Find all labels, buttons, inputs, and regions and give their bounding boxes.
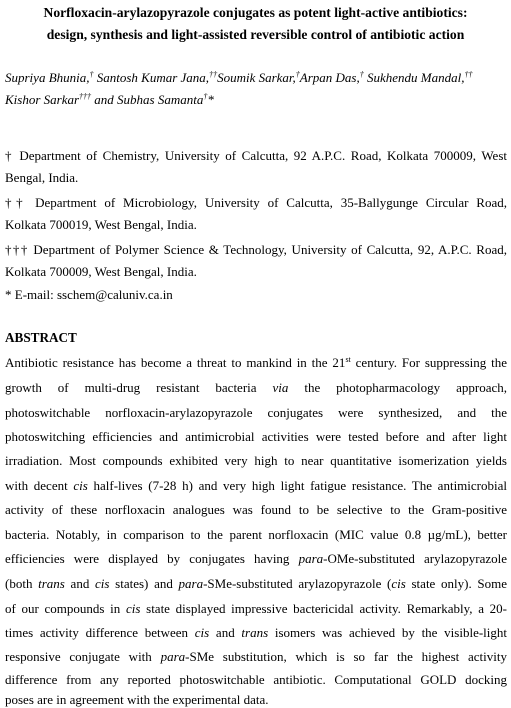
author-name: Supriya Bhunia, [5, 70, 90, 85]
author-name: and Subhas Samanta [91, 92, 204, 107]
corresponding-author-mark: * [207, 92, 214, 107]
abstract-line: activity of these norfloxacin analogues was found to be selective to the Gram-positive [5, 502, 507, 517]
author-name: Sukhendu Mandal, [363, 70, 465, 85]
affiliation-1-line-2: Bengal, India. [5, 170, 79, 185]
abstract-line: photoswitchable norfloxacin-arylazopyrazole conjugates were synthesized, and the [5, 405, 507, 420]
abstract-line: Antibiotic resistance has become a threat to mankind in the 21st century. For suppressing the [5, 355, 507, 370]
abstract-line: of our compounds in cis state displayed impressive bactericidal activity. Remarkably, a 20- [5, 601, 507, 616]
affiliation-mark: † [359, 70, 364, 79]
paper-title-line-2: design, synthesis and light-assisted reversible control of antibiotic action [46, 27, 465, 42]
abstract-line-last: poses are in agreement with the experimental data. [5, 692, 269, 707]
affiliation-mark: † [203, 92, 208, 101]
affiliation-mark: † [295, 70, 300, 79]
affiliation-3-line-2: Kolkata 700009, West Bengal, India. [5, 264, 197, 279]
affiliation-2-line-2: Kolkata 700019, West Bengal, India. [5, 217, 197, 232]
affiliation-mark: ††† [79, 92, 92, 101]
abstract-line: responsive conjugate with para-SMe substitution, which is so far the highest activity [5, 649, 507, 664]
author-name: Soumik Sarkar, [217, 70, 296, 85]
abstract-line: times activity difference between cis and trans isomers was achieved by the visible-light [5, 625, 507, 640]
author-list-line-2 [5, 92, 214, 108]
author-list-line-1 [5, 70, 472, 86]
affiliation-3-line-1: ††† Department of Polymer Science & Technology, University of Calcutta, 92, A.P.C. Road, [5, 242, 507, 257]
abstract-line: irradiation. Most compounds exhibited very high to near quantitative isomerization yields [5, 453, 507, 468]
affiliation-mark: †† [464, 70, 473, 79]
abstract-line: bacteria. Notably, in comparison to the parent norfloxacin (MIC value 0.8 µg/mL), better [5, 527, 507, 542]
author-name: Kishor Sarkar [5, 92, 80, 107]
affiliation-mark: †† [209, 70, 218, 79]
abstract-line: difference from any reported photoswitchable antibiotic. Computational GOLD docking [5, 672, 507, 687]
abstract-line: photoswitching efficiencies and antimicrobial activities were tested before and after light [5, 429, 507, 444]
affiliation-mark: † [89, 70, 94, 79]
corresponding-email: * E-mail: sschem@caluniv.ca.in [5, 287, 173, 302]
affiliation-1-line-1: † Department of Chemistry, University of Calcutta, 92 A.P.C. Road, Kolkata 700009, West [5, 148, 507, 163]
abstract-line: efficiencies were displayed by conjugates having para-OMe-substituted arylazopyrazole [5, 551, 507, 566]
abstract-line: growth of multi-drug resistant bacteria via the photopharmacology approach, [5, 380, 507, 395]
abstract-line: (both trans and cis states) and para-SMe-substituted arylazopyrazole (cis state only). Some [5, 576, 507, 591]
affiliation-2-line-1: †† Department of Microbiology, University of Calcutta, 35-Ballygunge Circular Road, [5, 195, 507, 210]
abstract-heading: ABSTRACT [5, 330, 77, 345]
author-name: Santosh Kumar Jana, [93, 70, 210, 85]
author-name: Arpan Das, [299, 70, 360, 85]
paper-title-line-1: Norfloxacin-arylazopyrazole conjugates as potent light-active antibiotics: [43, 5, 468, 20]
abstract-line: with decent cis half-lives (7-28 h) and very high light fatigue resistance. The antimicrobial [5, 478, 507, 493]
